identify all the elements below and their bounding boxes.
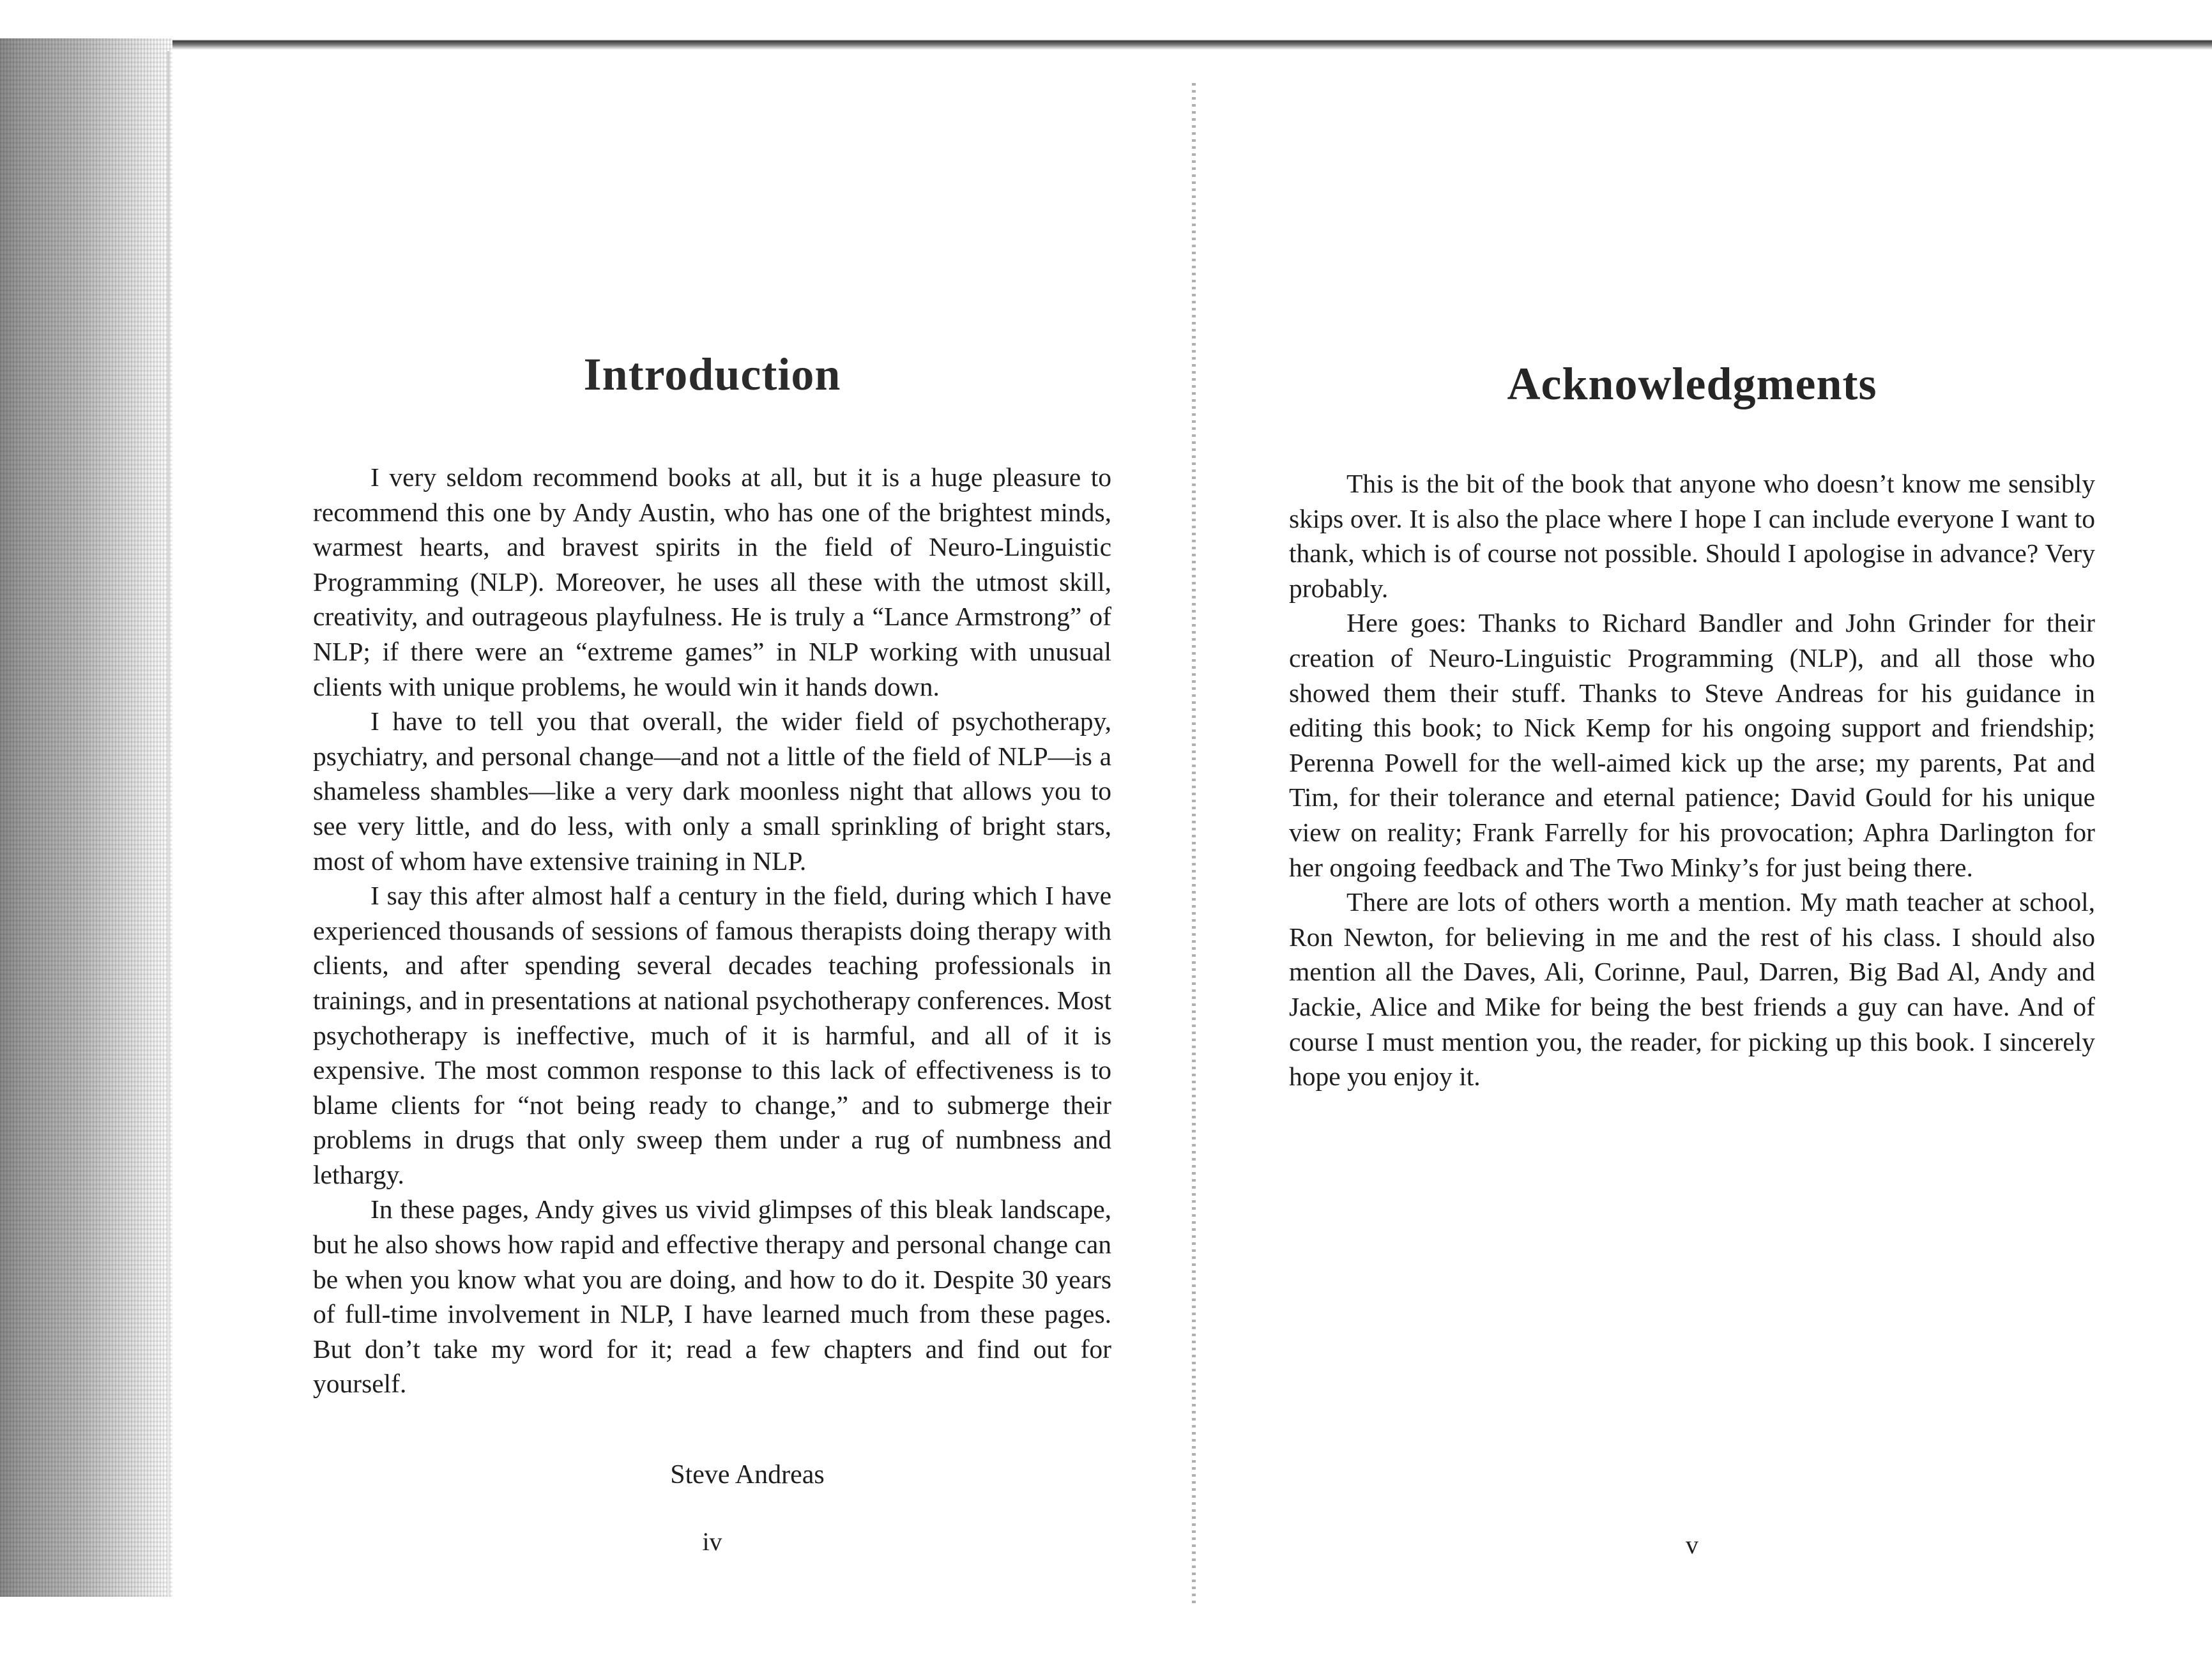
acknowledgments-paragraph-3: There are lots of others worth a mention. My math teacher at school, Ron Newton, for believing in me and the rest of his class. I should also mention all the Daves, Ali, Corinne, Paul, Darren, Big Bad Al, Andy and Jackie, Alice and Mike for being the best friends a guy can have. And of course I must mention you, the reader, for picking up this book. I sincerely hope you enjoy it. xyxy=(1289,887,2095,1092)
scan-spine-shadow xyxy=(0,38,172,1597)
introduction-paragraph-2: I have to tell you that overall, the wider field of psychotherapy, psychiatry, and personal change—and not a little of the field of NLP—is a shameless shambles—like a very dark moonless night that allows you to see very little, and do less, with only a small sprinkling of bright stars, most of whom have extensive training in NLP. xyxy=(313,706,1111,876)
introduction-paragraph-4: In these pages, Andy gives us vivid glimpses of this bleak landscape, but he also shows how rapid and effective therapy and personal change can be when you know what you are doing, and how to do it. Despite 30 years of full-time involvement in NLP, I have learned much from these pages. But don’t take my word for it; read a few chapters and find out for yourself. xyxy=(313,1194,1111,1399)
left-page xyxy=(313,0,1111,1653)
introduction-signature: Steve Andreas xyxy=(670,1460,825,1489)
introduction-body xyxy=(313,460,1111,1401)
acknowledgments-title-text: Acknowledgments xyxy=(1507,358,1877,409)
right-page xyxy=(1289,0,2095,1653)
acknowledgments-paragraph-2: Here goes: Thanks to Richard Bandler and John Grinder for their creation of Neuro-Linguistic Programming (NLP), and all those who showed them their stuff. Thanks to Steve Andreas for his guidance in editing this book; to Nick Kemp for his ongoing support and friendship; Perenna Powell for the well-aimed kick up the arse; my parents, Pat and Tim, for their tolerance and eternal patience; David Gould for his unique view on reality; Frank Farrelly for his provocation; Aphra Darlington for her ongoing feedback and The Two Minky’s for just being there. xyxy=(1289,608,2095,882)
book-gutter xyxy=(1192,83,1196,1603)
acknowledgments-title xyxy=(1289,358,2095,411)
acknowledgments-paragraph-1: This is the bit of the book that anyone who doesn’t know me sensibly skips over. It is also the place where I hope I can include everyone I want to thank, which is of course not possible. Should I apologise in advance? Very probably. xyxy=(1289,469,2095,603)
page-number-left: iv xyxy=(702,1527,722,1556)
page-number-right: v xyxy=(1686,1530,1698,1559)
page-edge-line xyxy=(167,51,169,1597)
introduction-title: Introduction xyxy=(583,349,841,400)
introduction-paragraph-3: I say this after almost half a century in the field, during which I have experienced thousands of sessions of famous therapists doing therapy with clients, and after spending several decades teaching professionals in trainings, and in presentations at national psychotherapy conferences. Most psychotherapy is ineffective, much of it is harmful, and all of it is expensive. The most common response to this lack of effectiveness is to blame clients for “not being ready to change,” and to submerge their problems in drugs that only sweep them under a rug of numbness and lethargy. xyxy=(313,881,1111,1189)
introduction-paragraph-1: I very seldom recommend books at all, but it is a huge pleasure to recommend this one by Andy Austin, who has one of the brightest minds, warmest hearts, and bravest spirits in the field of Neuro-Linguistic Programming (NLP). Moreover, he uses all these with the utmost skill, creativity, and outrageous playfulness. He is truly a “Lance Armstrong” of NLP; if there were an “extreme games” in NLP working with unusual clients with unique problems, he would win it hands down. xyxy=(313,462,1111,701)
acknowledgments-body xyxy=(1289,466,2095,1094)
